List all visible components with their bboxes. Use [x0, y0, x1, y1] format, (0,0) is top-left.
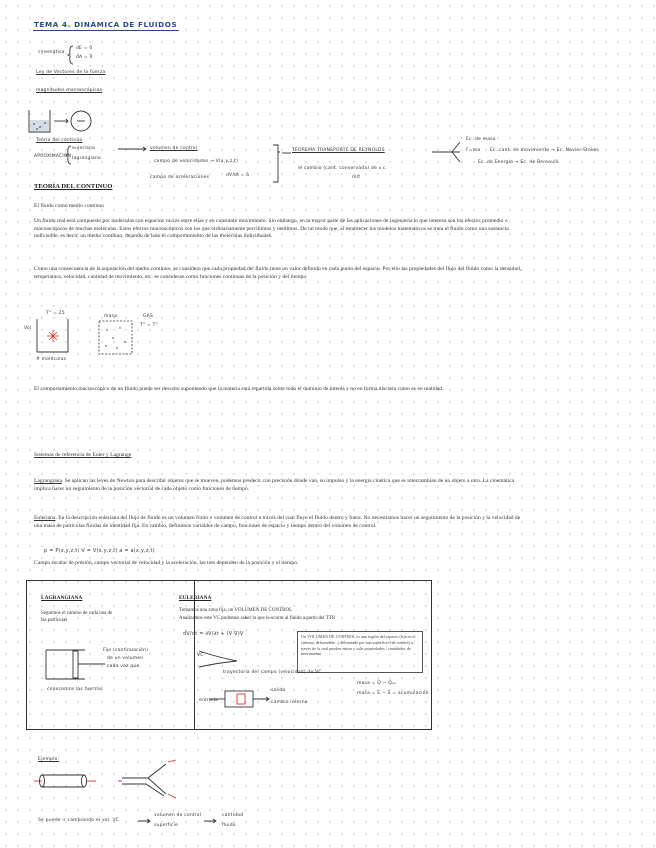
box-heading-lagrangiana: LAGRANGIANA [41, 595, 83, 601]
bottom-r1: cantidad [222, 813, 244, 818]
fig-label-t1: T° = 25 [46, 311, 65, 316]
bottom-line: Se puede ir cambiando el vol. VC [38, 818, 120, 823]
box-vc-label: VC [197, 653, 204, 658]
bottom-r2: fluido [222, 823, 236, 828]
paragraph-1: Un fluido real está compuesto por moléculas con espacios vacíos entre ellas y en constante movimiento. Sin embargo, en la mayor parte de las aplicaciones de ingeniería lo que interesa son los efectos promedio o macroscópicos de muchas moléculas. Estos efectos macroscópicos son los que ordinariamente percibimos y medimos. De tal modo que, al establecer los modelos matemáticos se trata el fluido como una sustancia indivisible, es decir, un medio continuo, dejando de lado el comportamiento de las moléculas individuales. [34, 218, 509, 240]
note-ec-energia: Ec. de Energía → Ec. de Bernoulli [478, 160, 559, 165]
note-campo-aceleraciones: campo de aceleraciones [150, 175, 210, 180]
arrow-icon [138, 818, 152, 824]
bracket-icon [272, 144, 280, 184]
box-result-2: masa = E − S = acumulación [357, 691, 429, 696]
box-left-text-2: las partículas [41, 618, 68, 623]
field-equations: p = P(x,y,z,t) V = V(x,y,z,t) a = a(x,y,z,t) [44, 548, 155, 554]
paragraph-lagrangiana [34, 478, 529, 493]
note-teorema: TEOREMA TRANSPORTE DE REYNOLDS [292, 148, 385, 153]
arrow-icon [118, 146, 148, 152]
page-title: TEMA 4. DINÁMICA DE FLUIDOS [34, 20, 178, 29]
box-divider [194, 581, 195, 729]
title-underline [33, 30, 179, 31]
note-magnitudes: magnitudes macroscópicas [36, 88, 103, 93]
paragraph-campo: Campo escalar de presión, campo vectorial de velocidad y la aceleración, las tres dependen de la posición y el tiempo. [34, 560, 299, 566]
fig-label-gas: GAS [143, 314, 154, 319]
term-euleriana: Euleriana [34, 515, 56, 521]
paragraph-3: El comportamiento macroscópico de un fluido puede ser descrito suponiendo que la materia está repartida sobre todo el dominio de interés y no en forma discreta como es en realidad. [34, 386, 444, 392]
note-c1: dE = 0 [76, 46, 93, 51]
bottom-bnd-1: volumen de control [154, 813, 202, 818]
particles-container-icon [36, 318, 70, 354]
arrow-icon [432, 140, 462, 170]
note-dvdt: dV/dt = ā [226, 173, 250, 178]
box-salida: salida [271, 688, 286, 693]
box-result-1: masa = Q̇ − Q̇ₛₑ [357, 681, 396, 686]
box-entrada: entrada [199, 698, 219, 703]
brace-icon [68, 45, 74, 65]
box-trajectory: trayectoria del campo (velocidad) de VC [223, 670, 322, 675]
note-volumen-control: volumen de control [150, 146, 198, 151]
arrow-icon [204, 818, 218, 824]
note-ec-cant-mov: Ec. cant. de movimiento → Ec. Navier-Stokes [490, 148, 600, 153]
paragraph-euleriana [34, 515, 529, 530]
box-heading-euleriana: EULERIANA [179, 595, 212, 601]
note-lagrangiana: lagrangiana [72, 156, 101, 161]
note-fuerza: F=ma [466, 148, 481, 153]
note-c2: dA = 0 [76, 55, 93, 60]
fig-label-mol: # moléculas [36, 357, 67, 362]
box-cambio: cambio interno [271, 700, 308, 705]
fig-label-tt: T° = T° [140, 323, 159, 328]
section-heading-sistemas: Sistemas de referencia de Euler y Lagrange [34, 452, 132, 458]
term-lagrangiana: Lagrangiana [34, 478, 62, 484]
bottom-bnd-2: superficie [154, 823, 178, 828]
note-cambio: el cambio (cant. conservada) de v.c. [298, 166, 387, 171]
pipe-sketch-icon [34, 772, 98, 790]
text-euleriana: . En la descripción euleriana del flujo de fluido es un volumen finito o volumen de control a través del cual fluye el fluido dentro y fuera. No necesitamos hacer un seguimiento de la posición y la velocidad de una masa de partículas fluidas de identidad fija. En cambio, definimos variables de campo, funciones de espacio y tiempo dentro del volumen de control. [34, 515, 521, 529]
container-sketch-icon [28, 108, 108, 138]
example-label: Ejemplo: [38, 757, 60, 762]
section-heading-continuo: TEORÍA DEL CONTINUO [34, 183, 113, 190]
note-euleriana: euleriana [72, 146, 95, 151]
note-ley-vectores: Ley de Vectores de la fuerza [36, 70, 106, 75]
flow-sketch-icon [197, 647, 257, 671]
comparison-box [26, 580, 432, 730]
arrow-icon [282, 151, 292, 155]
note-campo-velocidades: campo de velocidades → V(x,y,z,t) [154, 159, 239, 164]
note-masa-sym: m/t [352, 175, 361, 180]
note-cinematica: cinemática [38, 50, 65, 55]
fig-label-masa: masa [104, 314, 118, 319]
branch-sketch-icon [118, 760, 182, 800]
box-right-text-2: Analizamos este VC podemos saber lo que le ocurre al fluido a partir del TTR [179, 616, 336, 621]
box-right-text-1: Tomamos una zona fija, un VOLUMEN DE CONTROL [179, 608, 293, 613]
box-left-text-1: Seguimos el camino de cada una de [41, 611, 113, 616]
box-left-h2: de un volumen [107, 656, 144, 661]
note-ec-masa: Ec. de masa [466, 137, 496, 142]
section-subheading: El fluido como medio continuo [34, 203, 104, 209]
box-left-h1: Fijo (continuación) [103, 648, 149, 653]
piston-sketch-icon [45, 649, 107, 681]
gas-container-icon [98, 320, 134, 356]
control-volume-note: Un VOLUMEN DE CONTROL es una región del espacio (fija en el sistema, deformable...) delimitada por una superficie (de control) a través de la cual pueden entrar y salir propiedades / cantidades de movimiento [297, 631, 423, 673]
box-left-h3: cada vez que [107, 664, 140, 669]
paragraph-2: Como una consecuencia de la suposición del medio continuo, se considera que cada propiedad del fluido tiene un valor definido en cada punto del espacio. Por ello las propiedades del flujo del fluido como la densidad, temperatura, velocidad, cantidad de movimiento, etc. se consideran como funciones continuas de la posición y del tiempo. [34, 266, 522, 280]
box-right-equation: dV/dt = ∂V/∂t + (V·∇)V [183, 631, 244, 637]
note-teoria-continuo: Teoría del continuo [36, 138, 83, 143]
box-left-bottom: conocemos las fuerzas [47, 687, 103, 692]
text-lagrangiana: . Se aplican las leyes de Newton para describir objetos que se mueven, podemos predecir con precisión dónde van, su impulso y la energía cinética que se intercambian de un objeto a otro. La cinemática implica hacer un seguimiento de la posición vectorial de cada objeto como funciones de tiempo. [34, 478, 515, 492]
fig-label-vol: Vol [24, 326, 32, 331]
note-aproximacion: APROXIMACIÓN [34, 154, 72, 159]
